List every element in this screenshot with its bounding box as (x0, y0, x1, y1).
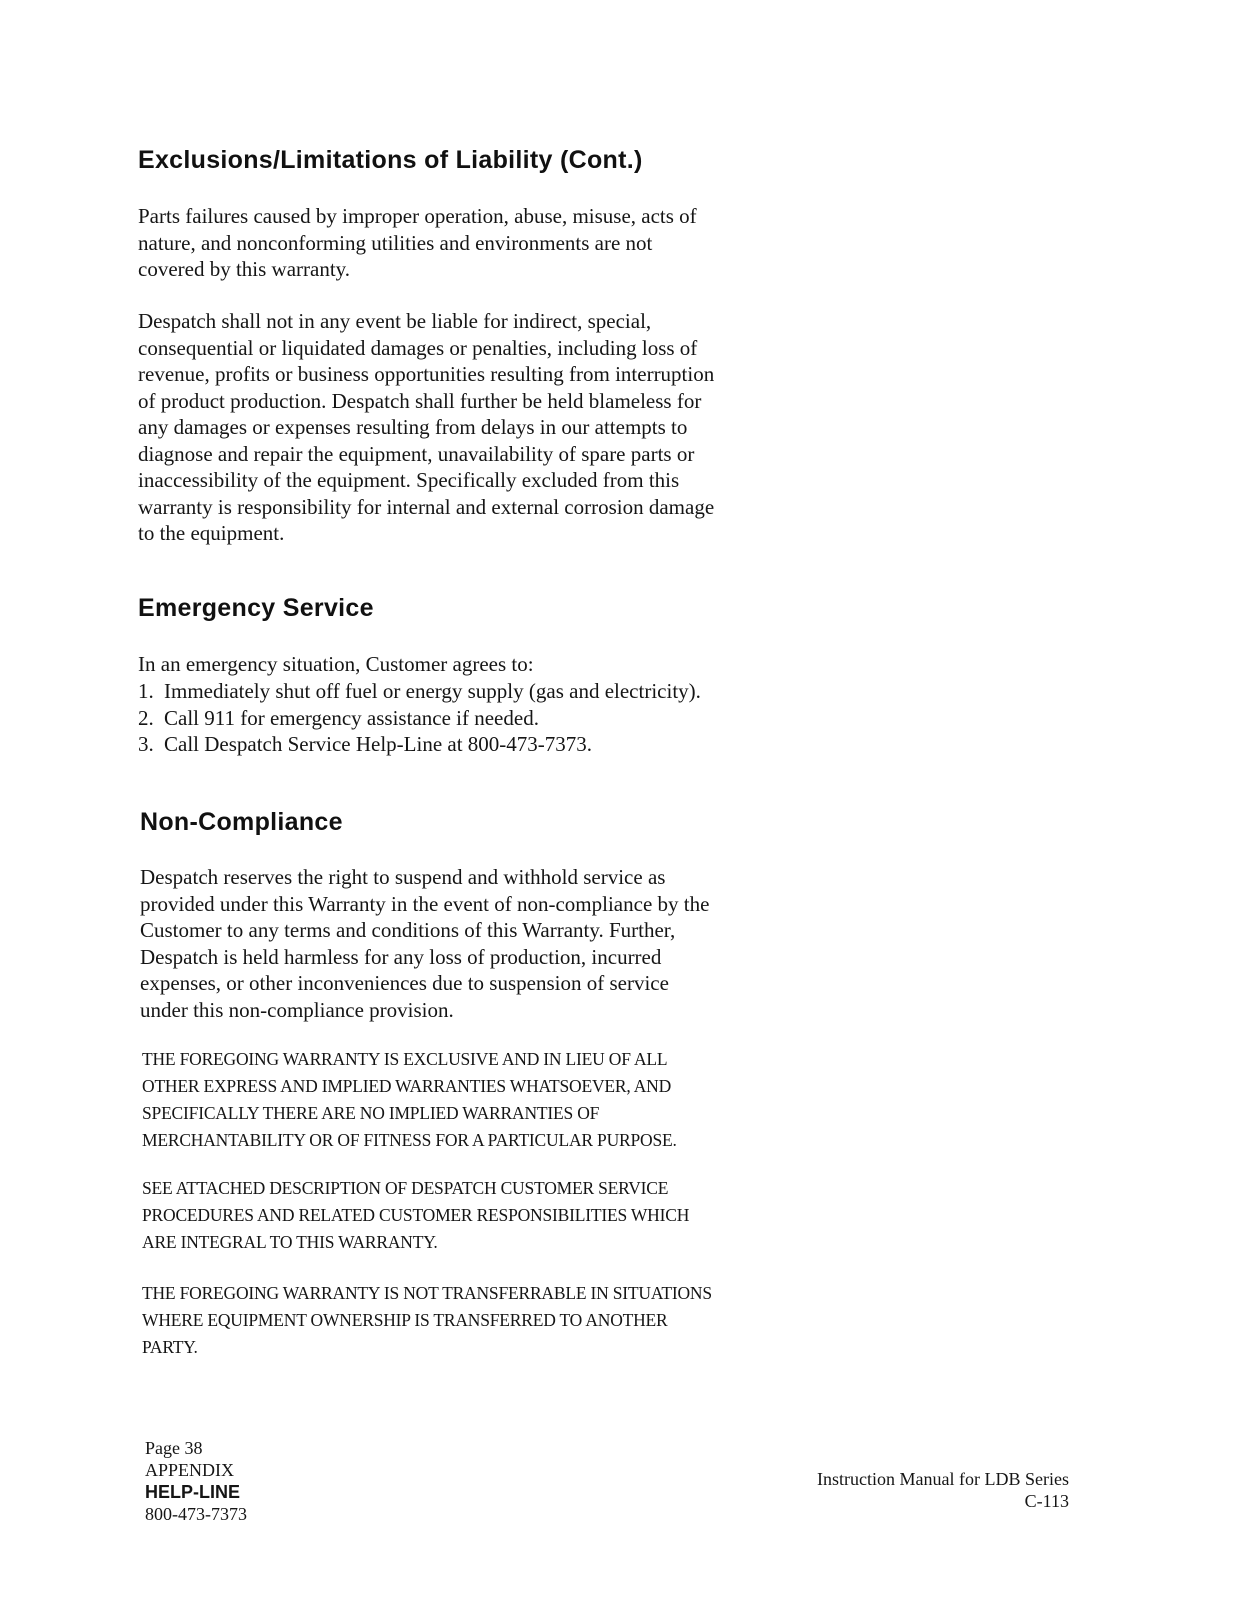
emergency-step (138, 705, 738, 732)
step-number: 3. (138, 732, 154, 756)
step-text: Call 911 for emergency assistance if needed. (164, 705, 539, 730)
footer-left (145, 1437, 247, 1525)
exclusions-heading: Exclusions/Limitations of Liability (Cont.) (138, 146, 643, 174)
step-number: 2. (138, 705, 154, 730)
helpline-label: HELP-LINE (145, 1482, 241, 1502)
emergency-step (138, 731, 738, 758)
appendix-label: APPENDIX (145, 1460, 235, 1480)
emergency-heading: Emergency Service (138, 594, 374, 622)
page-number: Page 38 (145, 1438, 203, 1458)
step-text: Immediately shut off fuel or energy supply (gas and electricity). (164, 679, 701, 703)
exclusions-paragraph-1: Parts failures caused by improper operation, abuse, misuse, acts of nature, and nonconforming utilities and environments are not covered by this warranty. (138, 204, 697, 281)
attached-description-notice: SEE ATTACHED DESCRIPTION OF DESPATCH CUSTOMER SERVICE PROCEDURES AND RELATED CUSTOMER RESPONSIBILITIES WHICH ARE INTEGRAL TO THIS WARRANTY. (142, 1178, 690, 1252)
emergency-step (138, 678, 738, 705)
document-code: C-113 (1024, 1491, 1069, 1511)
step-number: 1. (138, 679, 154, 703)
footer-right (817, 1468, 1069, 1512)
emergency-steps-list (138, 678, 738, 758)
non-transferrable-notice: THE FOREGOING WARRANTY IS NOT TRANSFERRABLE IN SITUATIONS WHERE EQUIPMENT OWNERSHIP IS TRANSFERRED TO ANOTHER PARTY. (142, 1283, 712, 1357)
manual-title: Instruction Manual for LDB Series (817, 1469, 1069, 1489)
helpline-phone: 800-473-7373 (145, 1504, 247, 1524)
exclusions-paragraph-2: Despatch shall not in any event be liable for indirect, special, consequential or liquidated damages or penalties, including loss of revenue, profits or business opportunities resulting from interruption of product production. Despatch shall further be held blameless for any damages or expenses resulting from delays in our attempts to diagnose and repair the equipment, unavailability of spare parts or inaccessibility of the equipment. Specifically excluded from this warranty is responsibility for internal and external corrosion damage to the equipment. (138, 309, 715, 545)
step-text: Call Despatch Service Help-Line at 800-473-7373. (164, 732, 593, 756)
noncompliance-heading: Non-Compliance (140, 808, 343, 836)
warranty-exclusive-notice: THE FOREGOING WARRANTY IS EXCLUSIVE AND IN LIEU OF ALL OTHER EXPRESS AND IMPLIED WARRANTIES WHATSOEVER, AND SPECIFICALLY THERE ARE NO IMPLIED WARRANTIES OF MERCHANTABILITY OR OF FITNESS FOR A PARTICULAR PURPOSE. (142, 1049, 677, 1150)
noncompliance-paragraph: Despatch reserves the right to suspend and withhold service as provided under this Warranty in the event of non-compliance by the Customer to any terms and conditions of this Warranty. Further, Despatch is held harmless for any loss of production, incurred expenses, or other inconveniences due to suspension of service under this non-compliance provision. (140, 865, 710, 1022)
emergency-intro: In an emergency situation, Customer agrees to: (138, 652, 534, 676)
